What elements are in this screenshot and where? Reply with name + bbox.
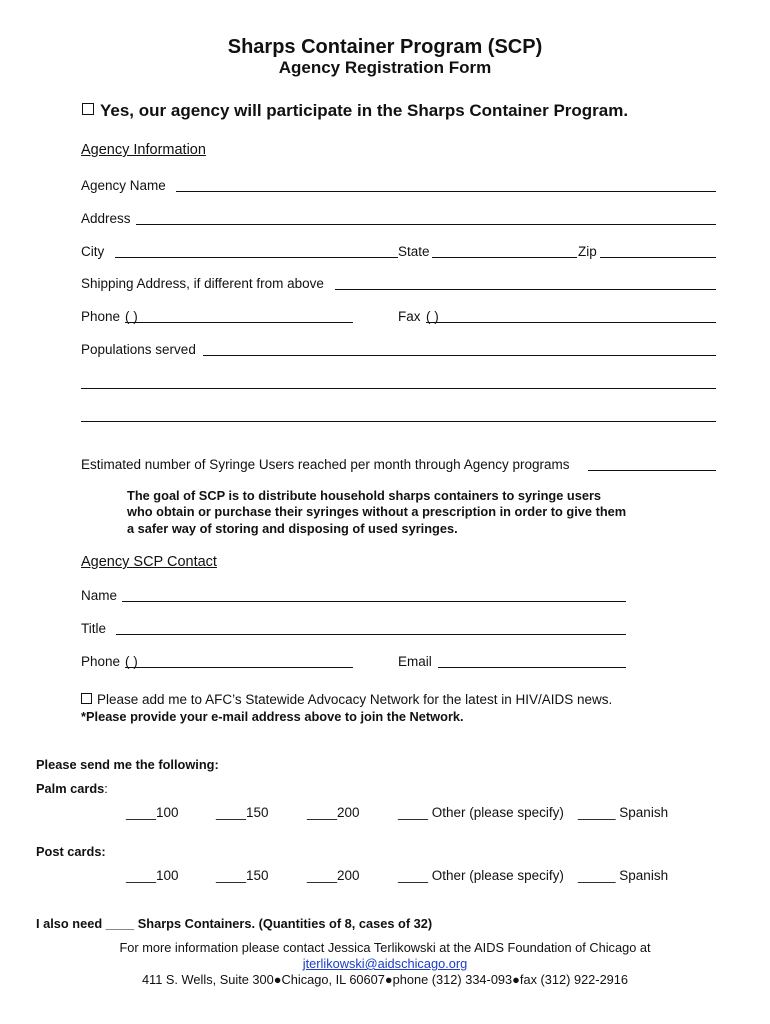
goal-line: who obtain or purchase their syringes without a prescription in order to give them — [127, 504, 627, 520]
populations-field[interactable] — [203, 355, 716, 356]
post-qty-other[interactable]: ____ Other (please specify) — [398, 868, 564, 883]
post-qty-100[interactable]: ____100 — [126, 868, 179, 883]
network-note: *Please provide your e-mail address above to join the Network. — [81, 709, 464, 724]
post-cards-label: Post cards: — [36, 844, 106, 859]
address-label: Address — [81, 211, 131, 226]
post-qty-150[interactable]: ____150 — [216, 868, 269, 883]
populations-field-line-3[interactable] — [81, 421, 716, 422]
network-label: Please add me to AFC’s Statewide Advocacy Network for the latest in HIV/AIDS news. — [97, 692, 613, 707]
fax-label: Fax — [398, 309, 421, 324]
post-qty-200[interactable]: ____200 — [307, 868, 360, 883]
state-label: State — [398, 244, 430, 259]
goal-line: a safer way of storing and disposing of used syringes. — [127, 520, 458, 536]
contact-email-label: Email — [398, 654, 432, 669]
goal-statement — [127, 488, 687, 537]
populations-label: Populations served — [81, 342, 196, 357]
footer-address: 411 S. Wells, Suite 300●Chicago, IL 60607●phone (312) 334-093●fax (312) 922-2916 — [141, 972, 629, 987]
form-subtitle: Agency Registration Form — [278, 58, 492, 77]
contact-phone-label: Phone — [81, 654, 121, 669]
palm-qty-100[interactable]: ____100 — [126, 805, 179, 820]
palm-qty-150[interactable]: ____150 — [216, 805, 269, 820]
agency-name-field[interactable] — [176, 191, 716, 192]
state-field[interactable] — [432, 257, 577, 258]
city-label: City — [81, 244, 105, 259]
shipping-label: Shipping Address, if different from above — [81, 276, 324, 291]
footer-contact-line: For more information please contact Jessica Terlikowski at the AIDS Foundation of Chicago at — [119, 940, 651, 955]
fax-field[interactable] — [426, 322, 716, 323]
city-field[interactable] — [115, 257, 398, 258]
participate-row — [82, 101, 628, 121]
network-checkbox[interactable] — [81, 693, 92, 704]
participate-label: Yes, our agency will participate in the Sharps Container Program. — [100, 101, 629, 120]
contact-title-label: Title — [81, 621, 107, 636]
sharps-containers-request: I also need ____ Sharps Containers. (Quantities of 8, cases of 32) — [36, 916, 433, 931]
estimated-users-label: Estimated number of Syringe Users reached per month through Agency programs — [81, 457, 570, 472]
post-qty-spanish[interactable]: _____ Spanish — [578, 868, 669, 883]
phone-area-code: ( ) — [125, 309, 138, 324]
contact-name-label: Name — [81, 588, 118, 603]
populations-field-line-2[interactable] — [81, 388, 716, 389]
contact-phone-field[interactable] — [125, 667, 353, 668]
estimated-users-field[interactable] — [588, 470, 716, 471]
palm-qty-other[interactable]: ____ Other (please specify) — [398, 805, 564, 820]
contact-name-field[interactable] — [122, 601, 626, 602]
phone-field[interactable] — [125, 322, 353, 323]
palm-qty-spanish[interactable]: _____ Spanish — [578, 805, 669, 820]
network-row — [81, 692, 612, 707]
shipping-field[interactable] — [335, 289, 716, 290]
footer-email-link[interactable]: jterlikowski@aidschicago.org — [302, 956, 468, 971]
palm-cards-row-label — [36, 781, 108, 796]
footer-email-row — [0, 956, 770, 971]
palm-cards-label: Palm cards — [36, 781, 105, 796]
contact-title-field[interactable] — [116, 634, 626, 635]
palm-qty-200[interactable]: ____200 — [307, 805, 360, 820]
order-heading: Please send me the following: — [36, 757, 219, 772]
zip-label: Zip — [578, 244, 597, 259]
participate-checkbox[interactable] — [82, 103, 94, 115]
agency-name-label: Agency Name — [81, 178, 166, 193]
palm-cards-colon: : — [104, 781, 108, 796]
address-field[interactable] — [136, 224, 716, 225]
goal-line: The goal of SCP is to distribute household sharps containers to syringe users — [127, 488, 602, 503]
form-title: Sharps Container Program (SCP) — [227, 36, 543, 58]
phone-label: Phone — [81, 309, 121, 324]
contact-email-field[interactable] — [438, 667, 626, 668]
zip-field[interactable] — [600, 257, 716, 258]
contact-phone-area-code: ( ) — [125, 654, 138, 669]
fax-area-code: ( ) — [426, 309, 439, 324]
contact-heading: Agency SCP Contact — [81, 554, 217, 570]
agency-info-heading: Agency Information — [81, 142, 206, 158]
